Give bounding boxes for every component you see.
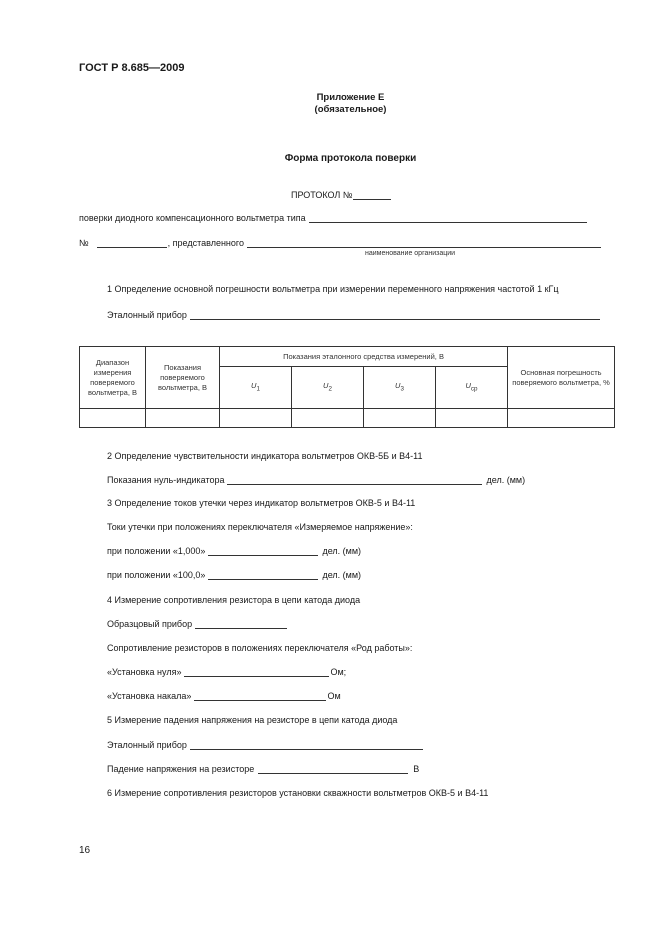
sample-device-label: Образцовый прибор xyxy=(107,619,193,629)
verification-table xyxy=(79,346,615,428)
col-range-header: Диапазон измерения поверяемого вольтметра, В xyxy=(80,347,146,409)
instrument-type-row xyxy=(79,213,588,223)
col-readings-header: Показания поверяемого вольтметра, В xyxy=(146,347,220,409)
voltage-drop-field[interactable] xyxy=(258,764,408,774)
organization-caption: наименование организации xyxy=(365,250,456,257)
resistance-label: Сопротивление резисторов в положениях переключателя «Род работы»: xyxy=(107,643,413,653)
heat-set-field[interactable] xyxy=(194,691,326,701)
table-cell[interactable] xyxy=(364,409,436,428)
table-cell[interactable] xyxy=(292,409,364,428)
voltage-drop-row xyxy=(107,764,419,774)
null-indicator-row xyxy=(107,475,525,485)
col-u2-header: $U_2$ xyxy=(292,367,364,409)
col-u3-header: $U_3$ xyxy=(364,367,436,409)
appendix-subtitle: (обязательное) xyxy=(314,104,387,115)
reference-device-label-1: Эталонный прибор xyxy=(107,310,187,320)
table-row xyxy=(80,409,615,428)
protocol-number-row xyxy=(291,190,392,200)
table-cell[interactable] xyxy=(508,409,615,428)
page-number: 16 xyxy=(79,845,91,856)
heat-set-unit: Ом xyxy=(327,691,341,701)
reference-device-row-1 xyxy=(107,310,601,320)
null-indicator-field[interactable] xyxy=(227,475,482,485)
reference-device-row-2 xyxy=(107,740,424,750)
position-1000-field[interactable] xyxy=(208,546,318,556)
section-6-heading: 6 Измерение сопротивления резисторов установки скважности вольтметров ОКВ-5 и В4-11 xyxy=(107,788,489,798)
table-cell[interactable] xyxy=(436,409,508,428)
position-100-field[interactable] xyxy=(208,570,318,580)
zero-set-unit: Ом; xyxy=(330,667,347,677)
position-1000-unit: дел. (мм) xyxy=(322,546,362,556)
instrument-type-field[interactable] xyxy=(309,213,587,223)
protocol-number-field[interactable] xyxy=(353,190,391,200)
voltage-drop-label: Падение напряжения на резисторе xyxy=(107,764,255,774)
col-u1-header: $U_1$ xyxy=(220,367,292,409)
protocol-label: ПРОТОКОЛ № xyxy=(291,190,353,200)
sample-device-row xyxy=(107,619,288,629)
reference-device-label-2: Эталонный прибор xyxy=(107,740,187,750)
voltage-drop-unit: В xyxy=(413,764,420,774)
section-4-heading: 4 Измерение сопротивления резистора в цепи катода диода xyxy=(107,595,361,605)
submitted-by-label: , представленного xyxy=(167,238,244,248)
col-reference-group-header: Показания эталонного средства измерений, В xyxy=(220,347,508,367)
sample-device-field[interactable] xyxy=(195,619,287,629)
position-100-row xyxy=(107,570,361,580)
zero-set-field[interactable] xyxy=(184,667,329,677)
number-sign: № xyxy=(79,238,89,248)
col-ucp-header: $U_{ср}$ xyxy=(436,367,508,409)
table-cell[interactable] xyxy=(80,409,146,428)
zero-set-row xyxy=(107,667,346,677)
section-3-heading: 3 Определение токов утечки через индикатор вольтметров ОКВ-5 и В4-11 xyxy=(107,498,416,508)
position-1000-label: при положении «1,000» xyxy=(107,546,206,556)
position-100-label: при положении «100,0» xyxy=(107,570,206,580)
serial-number-field[interactable] xyxy=(97,238,167,248)
instrument-type-label: поверки диодного компенсационного вольтметра типа xyxy=(79,213,306,223)
organization-field[interactable] xyxy=(247,238,601,248)
appendix-title: Приложение Е xyxy=(316,92,385,103)
reference-device-field-2[interactable] xyxy=(190,740,423,750)
submitted-by-row xyxy=(79,238,602,248)
null-indicator-unit: дел. (мм) xyxy=(486,475,526,485)
leakage-label: Токи утечки при положениях переключателя «Измеряемое напряжение»: xyxy=(107,522,413,532)
section-2-heading: 2 Определение чувствительности индикатора вольтметров ОКВ-5Б и В4-11 xyxy=(107,451,423,461)
document-code: ГОСТ Р 8.685—2009 xyxy=(79,62,185,74)
form-title: Форма протокола поверки xyxy=(284,153,417,164)
zero-set-label: «Установка нуля» xyxy=(107,667,182,677)
table-cell[interactable] xyxy=(146,409,220,428)
heat-set-row xyxy=(107,691,341,701)
null-indicator-label: Показания нуль-индикатора xyxy=(107,475,225,485)
table-cell[interactable] xyxy=(220,409,292,428)
position-1000-row xyxy=(107,546,361,556)
reference-device-field-1[interactable] xyxy=(190,310,600,320)
section-5-heading: 5 Измерение падения напряжения на резисторе в цепи катода диода xyxy=(107,715,398,725)
col-error-header: Основная погрешность поверяемого вольтметра, % xyxy=(508,347,615,409)
position-100-unit: дел. (мм) xyxy=(322,570,362,580)
section-1-heading: 1 Определение основной погрешности вольтметра при измерении переменного напряжения частотой 1 кГц xyxy=(107,284,559,294)
heat-set-label: «Установка накала» xyxy=(107,691,192,701)
